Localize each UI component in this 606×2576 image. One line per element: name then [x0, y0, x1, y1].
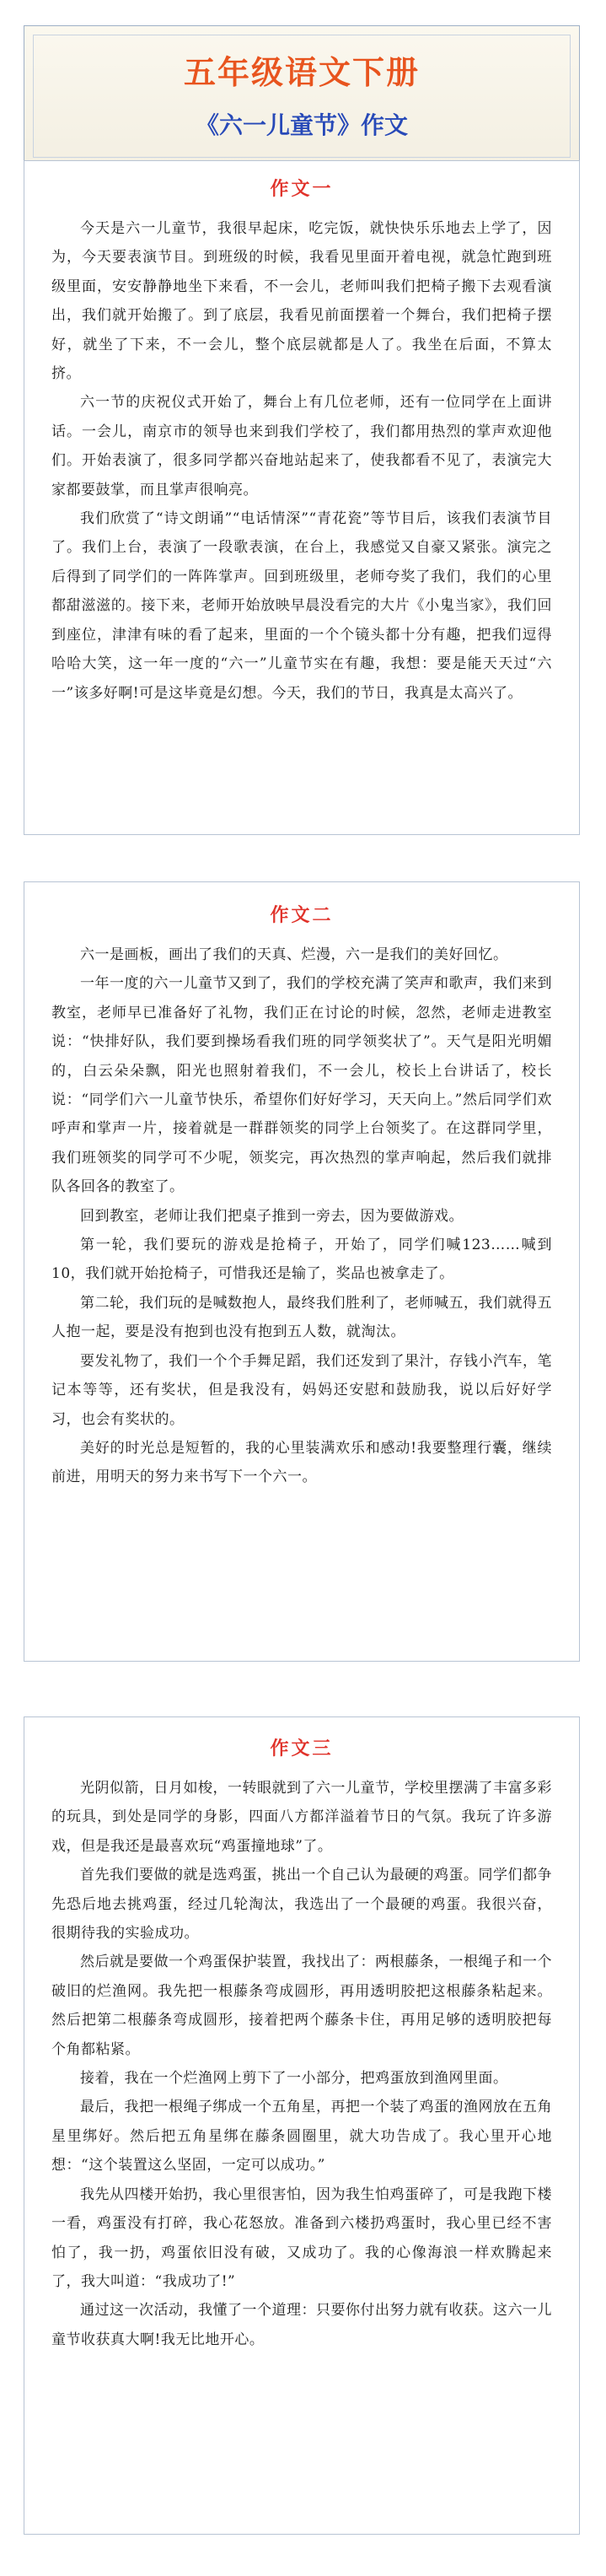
- page-title: 五年级语文下册: [183, 53, 420, 91]
- essay-paragraph: 我先从四楼开始扔，我心里很害怕，因为我生怕鸡蛋碎了，可是我跑下楼一看，鸡蛋没有打碎，我心花怒放。准备到六楼扔鸡蛋时，我心里已经不害怕了，我一扔，鸡蛋依旧没有破，又成功了。我的心像海浪一样欢腾起来了，我大叫道：“我成功了!”: [51, 2185, 552, 2290]
- essay-paragraph: 回到教室，老师让我们把桌子推到一旁去，因为要做游戏。: [80, 1207, 464, 1225]
- page-subtitle: 《六一儿童节》作文: [195, 111, 408, 139]
- essay-card-1: [24, 160, 580, 835]
- essay-paragraph: 然后就是要做一个鸡蛋保护装置，我找出了：两根藤条，一根绳子和一个破旧的烂渔网。我先把一根藤条弯成圆形，再用透明胶把这根藤条粘起来。然后把第二根藤条弯成圆形，接着把两个藤条卡住，再用足够的透明胶把每个角都粘紧。: [51, 1954, 552, 2058]
- essay-paragraph: 一年一度的六一儿童节又到了，我们的学校充满了笑声和歌声，我们来到教室，老师早已准备好了礼物，我们正在讨论的时候，忽然，老师走进教室说：“快排好队，我们要到操场看我们班的同学领奖状了”。天气是阳光明媚的，白云朵朵飘，阳光也照射着我们，不一会儿，校长上台讲话了，校长说：“同学们六一儿童节快乐，希望你们好好学习，天天向上。”然后同学们欢呼声和掌声一片，接着就是一群群领奖的同学上台领奖了。在这群同学里，我们班领奖的同学可不少呢，领奖完，再次热烈的掌声响起，然后我们就排队各回各的教室了。: [51, 975, 552, 1196]
- essay-paragraph: 美好的时光总是短暂的，我的心里装满欢乐和感动!我要整理行囊，继续前进，用明天的努力来书写下一个六一。: [51, 1439, 552, 1486]
- essay-card-2: [24, 881, 580, 1662]
- essay-paragraph: 今天是六一儿童节，我很早起床，吃完饭，就快快乐乐地去上学了，因为，今天要表演节目。到班级的时候，我看见里面开着电视，就急忙跑到班级里面，安安静静地坐下来看，不一会儿，老师叫我们把椅子搬下去观看演出，我们就开始搬了。到了底层，我看见前面摆着一个舞台，我们把椅子摆好，就坐了下来，不一会儿，整个底层就都是人了。我坐在后面，不算太挤。: [51, 220, 552, 383]
- essay-title: 作文二: [270, 904, 334, 926]
- essay-paragraph: 六一节的庆祝仪式开始了，舞台上有几位老师，还有一位同学在上面讲话。一会儿，南京市的领导也来到我们学校了，我们都用热烈的掌声欢迎他们。开始表演了，很多同学都兴奋地站起来了，使我都看不见了，表演完大家都要鼓掌，而且掌声很响亮。: [51, 394, 552, 498]
- essay-card-3: [24, 1716, 580, 2535]
- essay-paragraph: 我们欣赏了“诗文朗诵”“电话情深”“青花瓷”等节目后，该我们表演节目了。我们上台，表演了一段歌表演，在台上，我感觉又自豪又紧张。演完之后得到了同学们的一阵阵掌声。回到班级里，老师夸奖了我们，我们的心里都甜滋滋的。接下来，老师开始放映早晨没看完的大片《小鬼当家》，我们回到座位，津津有味的看了起来，里面的一个个镜头都十分有趣，把我们逗得哈哈大笑，这一年一度的“六一”儿童节实在有趣，我想：要是能天天过“六一”该多好啊!可是这毕竟是幻想。今天，我们的节日，我真是太高兴了。: [51, 510, 552, 702]
- essay-title: 作文一: [270, 178, 334, 200]
- essay-paragraph: 最后，我把一根绳子绑成一个五角星，再把一个装了鸡蛋的渔网放在五角星里绑好。然后把五角星绑在藤条圆圈里，就大功告成了。我心里开心地想：“这个装置这么坚固，一定可以成功。”: [51, 2099, 552, 2175]
- essay-paragraph: 要发礼物了，我们一个个手舞足蹈，我们还发到了果汁，存钱小汽车，笔记本等等，还有奖状，但是我没有，妈妈还安慰和鼓励我，说以后好好学习，也会有奖状的。: [51, 1352, 552, 1428]
- essay-paragraph: 六一是画板，画出了我们的天真、烂漫，六一是我们的美好回忆。: [80, 946, 508, 963]
- essay-paragraph: 接着，我在一个烂渔网上剪下了一小部分，把鸡蛋放到渔网里面。: [80, 2070, 508, 2088]
- essay-paragraph: 第二轮，我们玩的是喊数抱人，最终我们胜利了，老师喊五，我们就得五人抱一起，要是没有抱到也没有抱到五人数，就淘汰。: [51, 1294, 552, 1341]
- essay-paragraph: 光阴似箭，日月如梭，一转眼就到了六一儿童节，学校里摆满了丰富多彩的玩具，到处是同学的身影，四面八方都洋溢着节日的气氛。我玩了许多游戏，但是我还是最喜欢玩“鸡蛋撞地球”了。: [51, 1780, 552, 1855]
- header-banner: [24, 25, 580, 167]
- essay-paragraph: 通过这一次活动，我懂了一个道理：只要你付出努力就有收获。这六一儿童节收获真大啊!我无比地开心。: [51, 2302, 552, 2348]
- essay-title: 作文三: [270, 1738, 334, 1760]
- essay-paragraph: 第一轮，我们要玩的游戏是抢椅子，开始了，同学们喊123……喊到10，我们就开始抢椅子，可惜我还是输了，奖品也被拿走了。: [51, 1237, 552, 1283]
- essay-paragraph: 首先我们要做的就是选鸡蛋，挑出一个自己认为最硬的鸡蛋。同学们都争先恐后地去挑鸡蛋，经过几轮淘汰，我选出了一个最硬的鸡蛋。我很兴奋，很期待我的实验成功。: [51, 1867, 552, 1943]
